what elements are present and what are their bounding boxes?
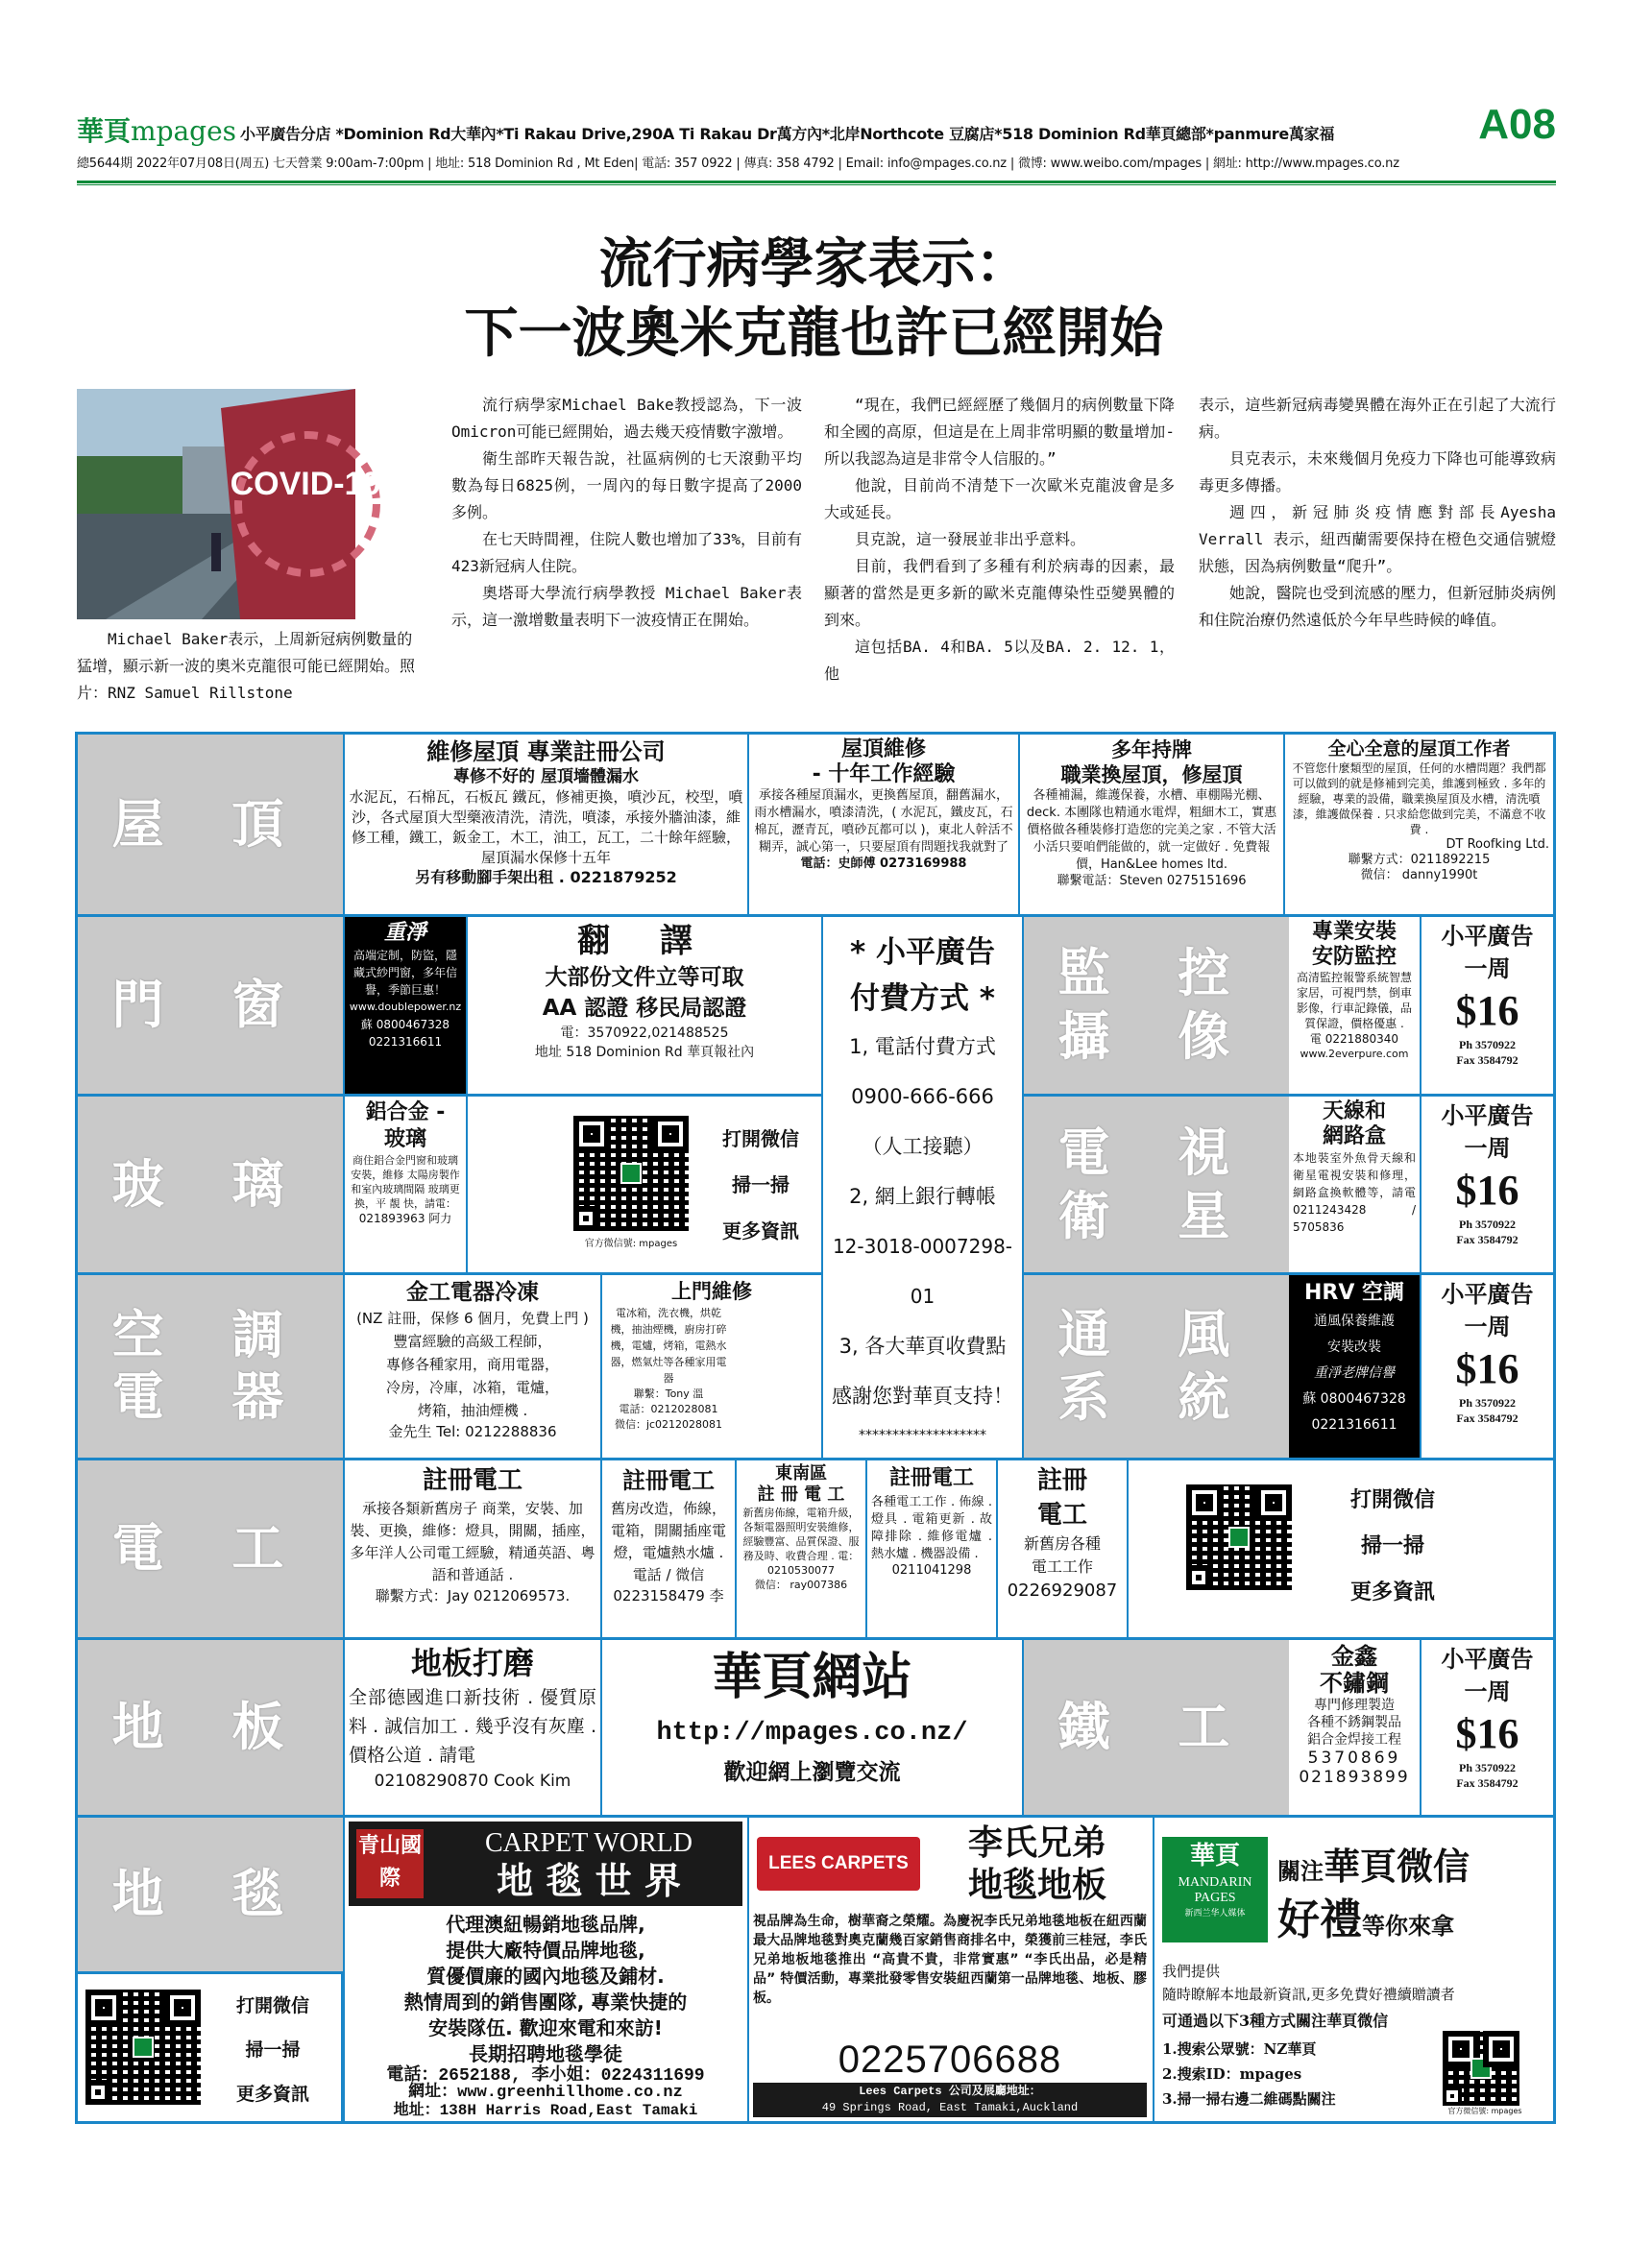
follow-desc: 隨時瞭解本地最新資訊,更多免費好禮續贈讀者: [1162, 1986, 1455, 2003]
ad-body: 電冰箱，洗衣機，烘乾機，抽油煙機，廚房打碎機，電爐，烤箱，電熱水器，燃氣灶等各種家用電器: [610, 1307, 727, 1385]
ad-website[interactable]: 網址：www.greenhillhome.co.nz: [408, 2084, 683, 2102]
ad-line: 安裝改裝: [1327, 1339, 1381, 1355]
ad-phone: 5370869: [1307, 1749, 1401, 1768]
ad-title: 金工電器冷凍: [406, 1280, 539, 1305]
price-title: 小平廣告 一周: [1441, 923, 1534, 982]
article-headline: [0, 230, 1628, 369]
ad-line: AA 認證 移民局認證: [542, 996, 747, 1021]
price-value: $16: [1455, 1167, 1519, 1214]
category-roof: 屋 頂: [78, 735, 343, 914]
paragraph: 她說，醫院也受到流感的壓力，但新冠肺炎病例和住院治療仍然遠低於今年早些時候的峰值。: [1199, 584, 1556, 629]
ad-roof-dedicated: [1285, 735, 1553, 914]
paragraph: 目前，我們看到了多種有利於病毒的因素，最顯著的當然是更多新的歐米克龍傳染性亞變異體的到來。: [824, 557, 1175, 629]
wechat-line: 掃一掃: [732, 1173, 790, 1196]
ad-address: 地址：138H Harris Road,East Tamaki: [393, 2102, 698, 2119]
price-title: 小平廣告 一周: [1441, 1102, 1534, 1162]
ad-phone: 02108290870 Cook Kim: [374, 1772, 571, 1791]
payment-title: * 小平廣告: [849, 935, 995, 970]
payment-phone: 0900-666-666: [851, 1085, 994, 1108]
category-surveillance: 監 控 攝 像: [1024, 917, 1289, 1094]
price-title: 小平廣告 一周: [1441, 1281, 1534, 1340]
wechat-qr-code[interactable]: [1186, 1484, 1292, 1590]
ad-address: 地址 518 Dominion Rd 華頁報社內: [534, 1045, 755, 1060]
price-phone: Ph 3570922: [1458, 1038, 1516, 1051]
wechat-qr-code[interactable]: [1443, 2031, 1519, 2106]
wechat-qr-code[interactable]: [85, 1990, 201, 2105]
photo-caption: Michael Baker表示，上周新冠病例數量的猛增，顯示新一波的奧米克龍很可能已經開始。照片：RNZ Samuel Rillstone: [77, 630, 416, 702]
paragraph: 這包括BA. 4和BA. 5以及BA. 2. 12. 1， 他: [824, 638, 1175, 683]
ad-doors-chongjing: [343, 917, 468, 1094]
headline-line-2: 下一波奧米克龍也許已經開始: [464, 302, 1164, 365]
ad-title: 註冊電工: [422, 1466, 522, 1495]
ad-home-repair: [602, 1275, 823, 1458]
category-ironwork: 鐵 工: [1024, 1640, 1289, 1815]
ad-contact: 聯繫：Tony 溫: [633, 1387, 704, 1400]
ad-security-install: [1289, 917, 1421, 1094]
lees-address-bar: [753, 2083, 1147, 2117]
logo-en: MANDARIN PAGES: [1178, 1875, 1252, 1905]
website-title: 華頁網站: [712, 1648, 912, 1706]
article-column-1: [451, 392, 802, 634]
wechat-qr-code[interactable]: [573, 1116, 689, 1231]
ad-phone: 0226929087: [1007, 1580, 1118, 1601]
wechat-promo-1: [468, 1097, 823, 1272]
follow-step: 1.搜索公眾號：NZ華頁: [1162, 2040, 1317, 2058]
ad-phone: 0225706688: [838, 2039, 1062, 2081]
header-divider-thin: [77, 184, 1556, 185]
follow-word: 關注: [1277, 1857, 1324, 1885]
ad-body: 承接各種屋頂漏水，更換舊屋頂，翻舊漏水，雨水槽漏水，噴漆清洗，( 水泥瓦，鐵皮瓦，石棉瓦，瀝青瓦，噴砂瓦都可以 )，東北人幹活不糊弄，誠心第一，只要屋頂有問題找我就對了: [754, 788, 1013, 855]
ad-phone: 電話：0212028081: [619, 1403, 718, 1415]
paragraph: 在七天時間裡，住院人數也增加了33%，目前有423新冠病人住院。: [451, 530, 802, 575]
ad-body: (NZ 註冊，保修 6 個月，免費上門 ) 豐富經驗的高級工程師， 專修各種家用，商用電器， 冷房，冷庫，冰箱，電爐， 烤箱，抽油煙機 .: [356, 1310, 589, 1419]
ad-line: 通風保養維護: [1314, 1314, 1395, 1329]
article-photo: [77, 389, 381, 619]
paragraph: 表示，這些新冠病毒變異體在海外正在引起了大流行病。: [1199, 396, 1556, 441]
payment-line: 2, 網上銀行轉帳: [849, 1185, 996, 1208]
ad-address: 49 Springs Road, East Tamaki,Auckland: [821, 2101, 1079, 2114]
ad-title: 專業安裝 安防監控: [1311, 920, 1397, 969]
ad-subtitle: 專修不好的 屋頂墻體漏水: [453, 767, 639, 786]
mpages-website-ad: [602, 1640, 1024, 1815]
price-fax: Fax 3584792: [1456, 1411, 1519, 1425]
ad-title: 上門維修: [671, 1280, 752, 1303]
ad-aluminium-glass: [343, 1097, 468, 1272]
headline-line-1: 流行病學家表示：: [598, 233, 1030, 296]
ad-title: 全心全意的屋頂工作者: [1327, 738, 1511, 760]
ad-title: HRV 空調: [1303, 1281, 1405, 1305]
classified-ads-grid: [75, 732, 1556, 2124]
ad-wechat: 微信：jc0212028081: [614, 1418, 723, 1431]
wechat-line: 更多資訊: [1349, 1580, 1435, 1604]
ad-title: 天線和 網路盒: [1322, 1099, 1386, 1148]
follow-word: 等你來拿: [1362, 1912, 1454, 1940]
paragraph: “現在，我們已經經歷了幾個月的病例數量下降和全國的高原，但這是在上周非常明顯的數量增加-所以我認為這是非常令人信服的。”: [824, 396, 1175, 468]
ad-phone: 金先生 Tel: 0212288836: [388, 1423, 557, 1440]
wechat-instructions: [220, 1984, 326, 2116]
ad-body: 新舊房各種 電工工作: [1023, 1534, 1101, 1576]
ad-title: 翻 譯: [577, 922, 712, 960]
ad-phone: 電 0221880340: [1309, 1032, 1399, 1046]
ad-title: 註冊電工: [622, 1467, 715, 1494]
ad-body: 本地裝室外魚骨天線和衛星電視安裝和修理，網路盒換軟體等，請電 0211243428 / 5705836: [1293, 1151, 1416, 1234]
website-url[interactable]: http://mpages.co.nz/: [656, 1719, 968, 1748]
article-column-3: [1199, 392, 1556, 634]
ad-body: 舊房改造，佈線，電箱，開關插座電燈，電爐熱水爐 . 電話 / 微信: [610, 1500, 726, 1583]
page-number: A08: [1478, 101, 1556, 148]
logo-cn: 華頁: [1189, 1842, 1240, 1870]
ad-body: 高清監控報警系統智慧家居，可視門禁，倒車影像，行車記錄儀，品質保證，價格優惠 .: [1296, 971, 1412, 1030]
ad-phone: 電：3570922,021488525: [560, 1025, 729, 1041]
category-tv-satellite: 電 視 衛 星: [1024, 1097, 1289, 1272]
ad-price-small-ad: [1421, 917, 1553, 1094]
ad-body: 承接各類新舊房子 商業，安裝、加裝、更換，維修：燈具，開關，插座，多年洋人公司電工經驗，精通英語、粵語和普通話 .: [350, 1500, 595, 1583]
wechat-instructions: [1330, 1478, 1455, 1616]
ad-price-small-ad: [1421, 1097, 1553, 1272]
ad-body: 各種電工工作 . 佈線 . 燈具 . 電箱更新 . 故障排除 . 維修電爐 . 熱水爐 . 機器設備 .: [871, 1495, 992, 1561]
price-value: $16: [1455, 1345, 1519, 1392]
payment-stars: *******************: [859, 1428, 986, 1443]
mpages-logo[interactable]: [77, 110, 236, 149]
payment-line: 3, 各大華頁收費點: [838, 1335, 1007, 1358]
price-fax: Fax 3584792: [1456, 1053, 1519, 1067]
ad-title: 李氏兄弟 地毯地板: [967, 1822, 1106, 1905]
carpet-world-banner: [349, 1822, 742, 1906]
ad-body: 商住鋁合金門窗和玻璃安裝，維修 太陽房製作和室內玻璃間隔 玻璃更換，平 靚 快，請電：: [351, 1154, 460, 1210]
wechat-line: 掃一掃: [245, 2039, 301, 2061]
page-header: [77, 101, 1556, 173]
ad-phone: 0221316611: [1311, 1417, 1397, 1433]
ad-company: DT Roofking Ltd.: [1446, 837, 1549, 852]
ad-phone: 另有移動腳手架出租 . 0221879252: [415, 868, 677, 886]
paragraph: 流行病學家Michael Bake教授認為，下一波Omicron可能已經開始，過去幾天疫情數字激增。: [451, 396, 802, 441]
ad-title: 註冊電工: [888, 1466, 974, 1490]
ad-roof-repair-company: [343, 735, 749, 914]
wechat-instructions: [708, 1116, 814, 1254]
lees-carpets-logo: LEES CARPETS: [757, 1837, 920, 1891]
ad-title: 地板打磨: [410, 1645, 534, 1681]
category-carpet: 地 毯: [78, 1818, 343, 1971]
category-ventilation: 通 風 系 統: [1024, 1275, 1289, 1458]
ad-electrician-southeast: [737, 1460, 867, 1637]
price-value: $16: [1455, 987, 1519, 1034]
ad-body: 專門修理製造 各種不銹鋼製品 鋁合金焊接工程: [1307, 1698, 1401, 1748]
header-divider: [77, 181, 1556, 183]
ad-body: 全部德國進口新技術 . 優質原料 . 誠信加工 . 幾乎沒有灰塵 . 價格公道 . 請電: [349, 1687, 596, 1766]
wechat-line: 掃一掃: [1360, 1534, 1424, 1558]
payment-account: 12-3018-0007298-01: [832, 1235, 1013, 1308]
paragraph: 貝克表示，未來幾個月免疫力下降也可能導致病毒更多傳播。: [1199, 449, 1556, 495]
ad-title: 鋁合金 - 玻璃: [365, 1100, 446, 1151]
logo-cn: 華頁: [77, 115, 132, 147]
ad-stainless-steel: [1289, 1640, 1421, 1815]
price-fax: Fax 3584792: [1456, 1776, 1519, 1790]
category-electrician: 電 工: [78, 1460, 343, 1637]
ad-title: 東南區 註 冊 電 工: [757, 1463, 845, 1505]
ad-metal-appliance: [343, 1275, 602, 1458]
ad-contact: 聯繫方式：0211892215: [1348, 853, 1491, 867]
ad-body: 新舊房佈線，電箱升級，各類電器照明安裝維修，經驗豐富、品質保證、服務及時、收費合理 . 電：0210530077: [742, 1507, 860, 1577]
ad-phone: 蘇 0800467328: [360, 1018, 450, 1031]
carpet-world-cn: 地 毯 世 界: [497, 1859, 681, 1902]
paragraph: 奧塔哥大學流行病學教授 Michael Baker表示，這一激增數量表明下一波疫情正在開始。: [451, 584, 802, 629]
follow-word: 好禮: [1277, 1895, 1362, 1944]
greenhill-logo: 青山國際: [356, 1829, 424, 1898]
ad-hrv-aircon: [1289, 1275, 1421, 1458]
paragraph: 他說，目前尚不清楚下一次歐米克龍波會是多大或延長。: [824, 476, 1175, 521]
ad-phone: 電話：史師傅 0273169988: [800, 857, 967, 871]
follow-provide: 我們提供: [1162, 1963, 1221, 1980]
wechat-line: 打開微信: [1349, 1488, 1435, 1512]
ad-line: 大部份文件立等可取: [545, 965, 744, 990]
wechat-line: 打開微信: [722, 1127, 799, 1150]
price-phone: Ph 3570922: [1458, 1218, 1516, 1231]
ad-roof-10-years: [749, 735, 1020, 914]
ad-phone: 聯繫方式：Jay 0212069573.: [375, 1587, 571, 1604]
ad-roof-licensed: [1020, 735, 1285, 914]
follow-steps: [1162, 2037, 1431, 2111]
ad-phone: 電話：2652188, 李小姐：0224311699: [386, 2066, 705, 2086]
paragraph: 衛生部昨天報告說，社區病例的七天滾動平均數為每日6825例，一周內的每日數字提高了2000多例。: [451, 449, 802, 521]
price-phone: Ph 3570922: [1458, 1396, 1516, 1410]
ad-phone: 021893899: [1299, 1768, 1410, 1787]
website-subtitle: 歡迎網上瀏覽交流: [723, 1760, 901, 1785]
ad-title: 維修屋頂 專業註冊公司: [426, 738, 666, 765]
qr-caption: 官方微信號: mpages: [1447, 2107, 1522, 2115]
ad-website[interactable]: www.2everpure.com: [1300, 1048, 1409, 1060]
category-doors-windows: 門 窗: [78, 917, 343, 1094]
wechat-line: 更多資訊: [722, 1219, 799, 1243]
ad-phone: 聯繫電話：Steven 0275151696: [1057, 874, 1247, 888]
category-glass: 玻 璃: [78, 1097, 343, 1272]
ad-electrician-general: [867, 1460, 998, 1637]
issue-line: 總5644期 2022年07月08日(周五) 七天營業 9:00am-7:00pm | 地址: 518 Dominion Rd , Mt Eden| 電話: 357 0922 | 傳真: 358 4792 | Email: info@mpages.co.nz | 微博: www.weibo.com/mpages | 網址: http://www.mpages.co.nz: [77, 157, 1399, 171]
ad-wechat: 微信： danny1990t: [1360, 868, 1478, 882]
ad-antenna-network: [1289, 1097, 1421, 1272]
wechat-promo-3: [78, 1974, 343, 2121]
ad-price-small-ad: [1421, 1275, 1553, 1458]
photo-covid-text: COVID-19: [230, 466, 381, 502]
ad-body: 不管您什麼類型的屋頂，任何的水槽問題？我們都可以做到的就是修補到完美，維護到極致 . 多年的經驗，專業的設備，職業換屋頂及水槽，清洗噴漆，維護做保養 . 只求給您做到完美，不滿意不收費 .: [1292, 761, 1546, 836]
mandarin-pages-logo: [1162, 1837, 1268, 1942]
price-fax: Fax 3584792: [1456, 1233, 1519, 1246]
follow-ways: 可通過以下3種方式關注華頁微信: [1162, 2012, 1389, 2030]
ad-price-small-ad: [1421, 1640, 1553, 1815]
payment-line: 1, 電話付費方式: [849, 1035, 996, 1058]
price-value: $16: [1455, 1710, 1519, 1757]
ad-title: 金鑫 不鏽鋼: [1320, 1643, 1389, 1697]
ad-body: 水泥瓦，石棉瓦，石板瓦 鐵瓦，修補更換，噴沙瓦，校型，噴沙，各式屋頂大型藥液清洗，清洗，噴漆，承接外牆油漆，維修工種，鐵工，鈑金工，木工，油工，瓦工，二十餘年經驗，屋頂漏水保修十五年: [349, 788, 743, 866]
logo-en: mpages: [131, 115, 237, 147]
ad-carpet-world: [343, 1818, 749, 2121]
price-phone: Ph 3570922: [1458, 1761, 1516, 1774]
ad-phone: 蘇 0800467328: [1302, 1391, 1406, 1407]
ad-floor-sanding: [343, 1640, 602, 1815]
ad-wechat: 微信： ray007386: [754, 1579, 848, 1591]
ad-website[interactable]: www.doublepower.nz: [349, 1001, 462, 1013]
follow-step: 2.搜索ID：mpages: [1162, 2065, 1302, 2083]
ad-title: 註冊 電工: [1036, 1466, 1087, 1530]
category-aircon: 空 調 電 器: [78, 1275, 343, 1458]
ad-body: 高端定制，防盜，隱藏式紗門窗，多年信譽，季節巨惠！: [352, 949, 457, 997]
ad-phone: 0221316611: [368, 1035, 443, 1049]
price-title: 小平廣告 一周: [1441, 1646, 1534, 1705]
qr-caption: 官方微信號: mpages: [584, 1239, 678, 1249]
ad-body: 代理澳紐暢銷地毯品牌, 提供大廠特價品牌地毯, 質優價廉的國內地毯及鋪材. 熱情周到的銷售團隊, 專業快捷的 安裝隊伍. 歡迎來電和來訪! 長期招聘地毯學徒: [403, 1913, 688, 2065]
follow-step: 3.掃一掃右邊二維碼點關注: [1162, 2090, 1336, 2108]
wechat-promo-2: [1129, 1460, 1553, 1637]
payment-line: （人工接聽）: [862, 1135, 984, 1158]
ad-phone: 0223158479 李: [613, 1587, 724, 1604]
ad-lees-carpets: [749, 1818, 1154, 2121]
payment-line: 感謝您對華頁支持！: [832, 1385, 1013, 1408]
ad-phone: 0211041298: [891, 1563, 972, 1578]
logo-sub: 新西兰华人媒体: [1184, 1909, 1246, 1918]
ad-electrician-new-homes: [998, 1460, 1129, 1637]
ad-electrician-jay: [343, 1460, 602, 1637]
ad-title: 多年持牌 職業換屋頂，修屋頂: [1060, 738, 1243, 786]
ad-title: 屋頂維修 - 十年工作經驗: [812, 737, 956, 786]
carpet-world-en: CARPET WORLD: [485, 1828, 693, 1858]
article-column-2: [824, 392, 1175, 688]
ad-body: 視品牌為生命，樹華裔之榮耀。為慶祝李氏兄弟地毯地板在紐西蘭最大品牌地毯對奧克蘭幾百家銷售商排名中，榮獲前三桂冠，李氏兄弟地板地毯推出 “高貴不貴，非常實惠” “李氏出品，必是精品” 特價活動，專業批發零售安裝紐西蘭第一品牌地毯、地板、膠板。: [753, 1914, 1147, 2006]
follow-headline: [1277, 1837, 1551, 1951]
ad-translation: [468, 917, 823, 1094]
ad-phone: 021893963 阿力: [358, 1212, 452, 1225]
ad-title: 重淨: [383, 921, 426, 945]
payment-title: 付費方式 *: [849, 981, 995, 1016]
ad-address: Lees Carpets 公司及展廳地址：: [859, 2085, 1041, 2098]
ad-body: 各種補漏，維護保養，水槽、車棚陽光棚、deck. 本團隊也精通水電焊，粗細木工，實惠價格做各種裝修打造您的完美之家 . 不管大活小活只要咱們能做的，就一定做好 . 免費報價，Han&Lee homes ltd.: [1026, 788, 1277, 872]
paragraph: 貝克說，這一發展並非出乎意料。: [855, 530, 1086, 548]
branch-list: 小平廣告分店 *Dominion Rd大華內*Ti Rakau Drive,290A Ti Rakau Dr萬方內*北岸Northcote 豆腐店*518 Dominion Rd華頁總部*panmure萬家福: [240, 125, 1335, 143]
wechat-line: 打開微信: [235, 1995, 309, 2016]
follow-word: 華頁微信: [1324, 1845, 1470, 1888]
payment-methods-box: [823, 917, 1024, 1458]
category-flooring: 地 板: [78, 1640, 343, 1815]
ad-electrician-li: [602, 1460, 737, 1637]
ad-line: 重淨老牌信譽: [1314, 1365, 1395, 1381]
paragraph: 週四，新冠肺炎疫情應對部長Ayesha Verrall 表示，紐西蘭需要保持在橙色交通信號燈狀態，因為病例數量“爬升”。: [1199, 503, 1556, 575]
follow-wechat-promo: [1154, 1818, 1553, 2121]
wechat-line: 更多資訊: [235, 2084, 309, 2105]
